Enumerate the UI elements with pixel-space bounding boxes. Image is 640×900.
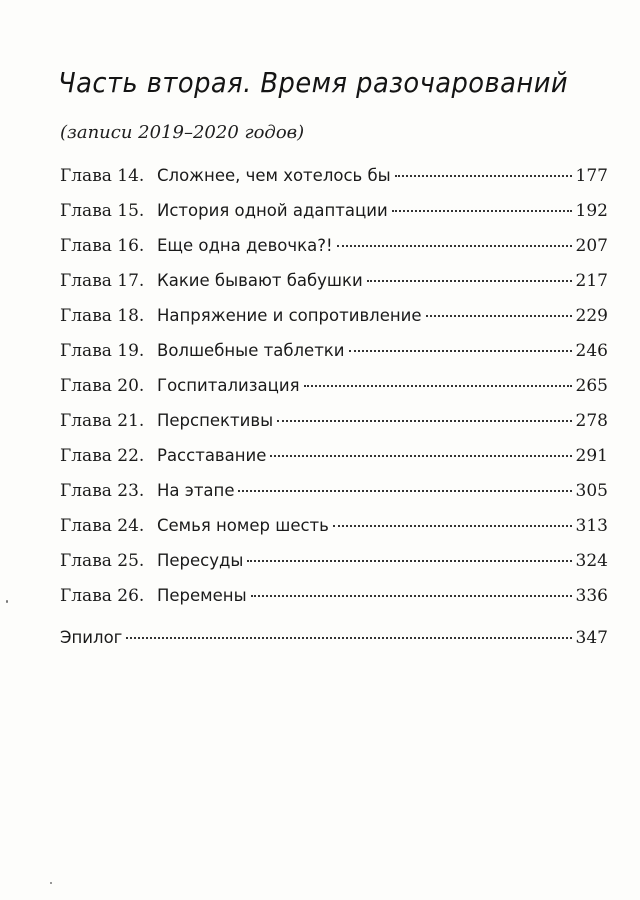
- toc-chapter-number: Глава 20.: [60, 376, 145, 396]
- toc-page-number: 324: [575, 551, 608, 571]
- toc-chapter-title: Перспективы: [157, 411, 274, 430]
- toc-chapter-title: Напряжение и сопротивление: [157, 306, 422, 325]
- toc-chapter-number: Глава 15.: [60, 201, 145, 221]
- toc-entry-18[interactable]: [60, 302, 608, 330]
- toc-chapter-number: Глава 14.: [60, 166, 145, 186]
- toc-chapter-number: Глава 24.: [60, 516, 145, 536]
- toc-leader-dots: [395, 175, 572, 177]
- epilog-page-number: 347: [575, 628, 608, 648]
- toc-chapter-number: Глава 23.: [60, 481, 145, 501]
- toc-entry-25[interactable]: [60, 547, 608, 575]
- toc-chapter-title: На этапе: [157, 481, 235, 500]
- toc-page-number: 177: [575, 166, 608, 186]
- toc-page-number: 192: [575, 201, 608, 221]
- toc-leader-dots: [247, 560, 571, 562]
- toc-chapter-title: Перемены: [157, 586, 247, 605]
- toc-chapter-title: Госпитализация: [157, 376, 300, 395]
- toc-entry-20[interactable]: [60, 372, 608, 400]
- toc-leader-dots: [126, 637, 571, 639]
- toc-page-number: 265: [575, 376, 608, 396]
- toc-entry-23[interactable]: [60, 477, 608, 505]
- toc-chapter-number: Глава 26.: [60, 586, 145, 606]
- toc-entry-22[interactable]: [60, 442, 608, 470]
- toc-entry-14[interactable]: [60, 162, 608, 190]
- part-subtitle: (записи 2019–2020 годов): [60, 122, 305, 143]
- toc-chapter-title: Семья номер шесть: [157, 516, 329, 535]
- toc-chapter-number: Глава 18.: [60, 306, 145, 326]
- toc-page-number: 217: [575, 271, 608, 291]
- toc-chapter-number: Глава 16.: [60, 236, 145, 256]
- toc-page-number: 336: [575, 586, 608, 606]
- toc-entry-17[interactable]: [60, 267, 608, 295]
- toc-leader-dots: [238, 490, 571, 492]
- toc-chapter-number: Глава 22.: [60, 446, 145, 466]
- toc-leader-dots: [251, 595, 572, 597]
- scan-speck: [50, 882, 52, 884]
- epilog-title: Эпилог: [60, 628, 123, 647]
- toc-entry-19[interactable]: [60, 337, 608, 365]
- toc-chapter-title: Расставание: [157, 446, 267, 465]
- toc-chapter-title: Пересуды: [157, 551, 244, 570]
- scan-speck: [6, 600, 8, 603]
- toc-chapter-number: Глава 25.: [60, 551, 145, 571]
- toc-leader-dots: [392, 210, 572, 212]
- toc-chapter-number: Глава 17.: [60, 271, 145, 291]
- toc-entry-24[interactable]: [60, 512, 608, 540]
- toc-entry-15[interactable]: [60, 197, 608, 225]
- toc-chapter-title: Волшебные таблетки: [157, 341, 345, 360]
- toc-leader-dots: [337, 245, 572, 247]
- toc-page-number: 305: [575, 481, 608, 501]
- toc-entry-epilog[interactable]: [60, 624, 608, 652]
- toc-leader-dots: [333, 525, 572, 527]
- toc-leader-dots: [367, 280, 572, 282]
- toc-leader-dots: [349, 350, 572, 352]
- toc-entry-16[interactable]: [60, 232, 608, 260]
- toc-page-number: 207: [575, 236, 608, 256]
- toc-chapter-number: Глава 19.: [60, 341, 145, 361]
- toc-page-number: 313: [575, 516, 608, 536]
- toc-leader-dots: [270, 455, 571, 457]
- toc-page-number: 229: [575, 306, 608, 326]
- toc-page-number: 278: [575, 411, 608, 431]
- toc-leader-dots: [277, 420, 571, 422]
- toc-entry-21[interactable]: [60, 407, 608, 435]
- toc-entry-26[interactable]: [60, 582, 608, 610]
- toc-page-number: 246: [575, 341, 608, 361]
- toc-chapter-title: Еще одна девочка?!: [157, 236, 333, 255]
- toc-chapter-number: Глава 21.: [60, 411, 145, 431]
- toc-leader-dots: [426, 315, 572, 317]
- toc-chapter-title: История одной адаптации: [157, 201, 388, 220]
- toc-leader-dots: [304, 385, 572, 387]
- toc-chapter-title: Сложнее, чем хотелось бы: [157, 166, 391, 185]
- toc-chapter-title: Какие бывают бабушки: [157, 271, 363, 290]
- part-title: Часть вторая. Время разочарований: [58, 66, 569, 99]
- toc-page-number: 291: [575, 446, 608, 466]
